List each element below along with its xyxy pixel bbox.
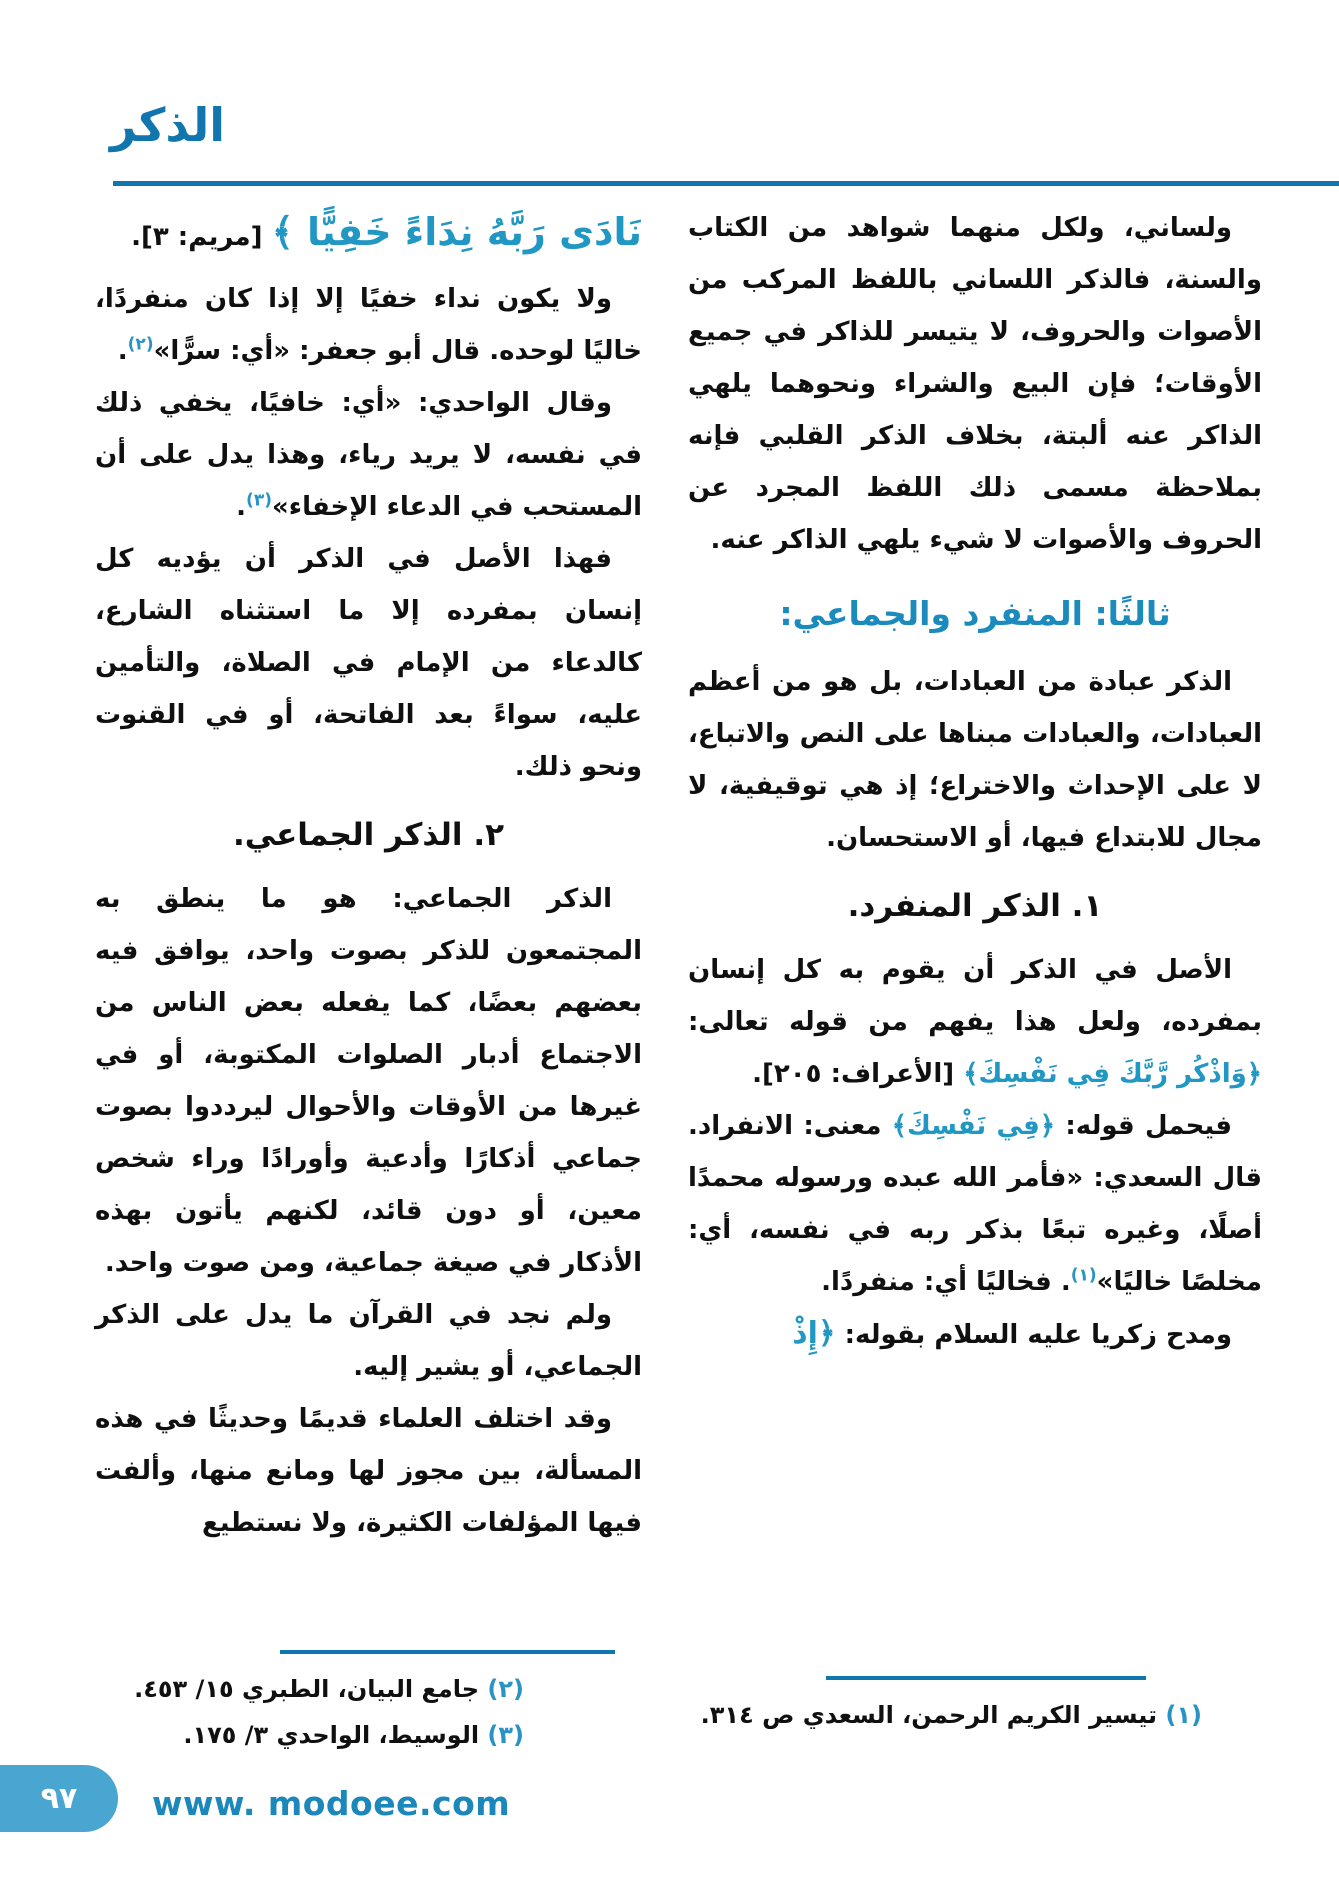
footnote-separator-left	[280, 1650, 615, 1654]
verse-reference-araf: [الأعراف: ٢٠٥].	[752, 1059, 964, 1089]
footnote-3	[95, 1712, 642, 1758]
heading-dhikr-jamai: ٢. الذكر الجماعي.	[232, 817, 505, 853]
footnote-1-number: (١)	[1165, 1701, 1202, 1729]
footnote-1-text: تيسير الكريم الرحمن، السعدي ص ٣١٤.	[700, 1701, 1166, 1729]
footnote-2	[95, 1666, 642, 1712]
footnote-2-text: جامع البيان، الطبري ١٥/ ٤٥٣.	[134, 1675, 488, 1703]
verse-reference-maryam: [مريم: ٣].	[131, 222, 272, 252]
paragraph-lam-najid: ولم نجد في القرآن ما يدل على الذكر الجماعي، أو يشير إليه.	[95, 1300, 642, 1382]
footnote-2-number: (٢)	[487, 1675, 524, 1703]
quran-phrase-fi-nafsik: ﴿فِي نَفْسِكَ﴾	[891, 1111, 1056, 1141]
footnote-marker-3: (٣)	[246, 490, 272, 511]
quran-ornate-bracket-idh: ﴿إِذْ	[792, 1316, 836, 1351]
paragraph-text: وقال الواحدي: «أي: خافيًا، يخفي ذلك في نفسه، لا يريد رياء، وهذا يدل على أن المستحب في الدعاء الإخفاء»	[95, 388, 642, 522]
heading-munfarid-jamai: ثالثًا: المنفرد والجماعي:	[779, 594, 1171, 633]
paragraph-fayuhmal	[688, 1100, 1262, 1308]
heading-dhikr-munfarid: ١. الذكر المنفرد.	[847, 888, 1103, 924]
paragraph-asl-dhikr	[688, 944, 1262, 1100]
footnote-separator-right	[826, 1676, 1146, 1680]
footnotes-right	[688, 1676, 1262, 1738]
footnote-marker-1: (١)	[1070, 1265, 1097, 1286]
quran-verse-araf: ﴿وَاذْكُر رَّبَّكَ فِي نَفْسِكَ﴾	[963, 1059, 1262, 1089]
quran-verse-maryam: نَادَى رَبَّهُ نِدَاءً خَفِيًّا ﴾	[271, 210, 642, 254]
footnote-3-text: الوسيط، الواحدي ٣/ ١٧٥.	[183, 1721, 488, 1749]
footnote-marker-2: (٢)	[127, 334, 154, 355]
paragraph-fahadha-asl: فهذا الأصل في الذكر أن يؤديه كل إنسان بمفرده إلا ما استثناه الشارع، كالدعاء من الإمام في الصلاة، والتأمين عليه، سواءً بعد الفاتحة، أو في القنوت ونحو ذلك.	[95, 544, 642, 782]
page-number-badge	[0, 1765, 118, 1832]
paragraph-dhikr-jamai-taarif: الذكر الجماعي: هو ما ينطق به المجتمعون للذكر بصوت واحد، يوافق فيه بعضهم بعضًا، كما يفعله بعض الناس من الاجتماع أدبار الصلوات المكتوبة، أو في غيرها من الأوقات والأحوال ليرددوا بصوت جماعي أذكارًا وأدعية وأورادًا وراء شخص معين، أو دون قائد، لكنهم يأتون بهذه الأذكار في صيغة جماعية، ومن صوت واحد.	[95, 884, 642, 1278]
paragraph-text: . فخاليًا أي: منفردًا.	[821, 1267, 1071, 1297]
footnote-1	[688, 1692, 1262, 1738]
paragraph-text: فيحمل قوله:	[1055, 1111, 1232, 1141]
column-left	[95, 202, 642, 1650]
paragraph-madh-zakariya	[688, 1308, 1262, 1361]
paragraph-text: .	[117, 336, 128, 366]
paragraph-text: معنى: الانفراد. قال السعدي: «فأمر الله عبده ورسوله محمدًا أصلًا، وغيره تبعًا بذكر ربه في نفسه، أي: مخلصًا خاليًا»	[688, 1111, 1262, 1297]
paragraph-text: .	[236, 492, 247, 522]
footnotes-left	[95, 1650, 642, 1758]
website-url: www. modoee.com	[152, 1784, 511, 1823]
header-rule	[113, 181, 1339, 186]
page-number: ٩٧	[40, 1781, 78, 1816]
footnote-3-number: (٣)	[487, 1721, 524, 1749]
quran-verse-line-maryam	[95, 202, 642, 267]
paragraph-wahidi	[95, 377, 642, 533]
paragraph-text: الأصل في الذكر أن يقوم به كل إنسان بمفرده، ولعل هذا يفهم من قوله تعالى:	[688, 955, 1262, 1037]
paragraph-text: ولا يكون نداء خفيًا إلا إذا كان منفردًا، خاليًا لوحده. قال أبو جعفر: «أي: سرًّا»	[95, 284, 642, 366]
column-right	[688, 202, 1262, 1672]
page-title: الذكر	[110, 98, 225, 152]
paragraph-text: ومدح زكريا عليه السلام بقوله:	[835, 1320, 1232, 1350]
paragraph-nida-khafi	[95, 273, 642, 377]
paragraph-ibadah: الذكر عبادة من العبادات، بل هو من أعظم العبادات، والعبادات مبناها على النص والاتباع، لا على الإحداث والاختراع؛ إذ هي توقيفية، لا مجال للابتداع فيها، أو الاستحسان.	[688, 667, 1262, 853]
paragraph-lisani: ولساني، ولكل منهما شواهد من الكتاب والسنة، فالذكر اللساني باللفظ المركب من الأصوات والحروف، لا يتيسر للذاكر في جميع الأوقات؛ فإن البيع والشراء ونحوهما يلهي الذاكر عنه ألبتة، بخلاف الذكر القلبي فإنه بملاحظة مسمى ذلك اللفظ المجرد عن الحروف والأصوات لا شيء يلهي الذاكر عنه.	[688, 213, 1262, 555]
paragraph-ikhtalaf-ulama: وقد اختلف العلماء قديمًا وحديثًا في هذه المسألة، بين مجوز لها ومانع منها، وألفت فيها المؤلفات الكثيرة، ولا نستطيع	[95, 1404, 642, 1538]
